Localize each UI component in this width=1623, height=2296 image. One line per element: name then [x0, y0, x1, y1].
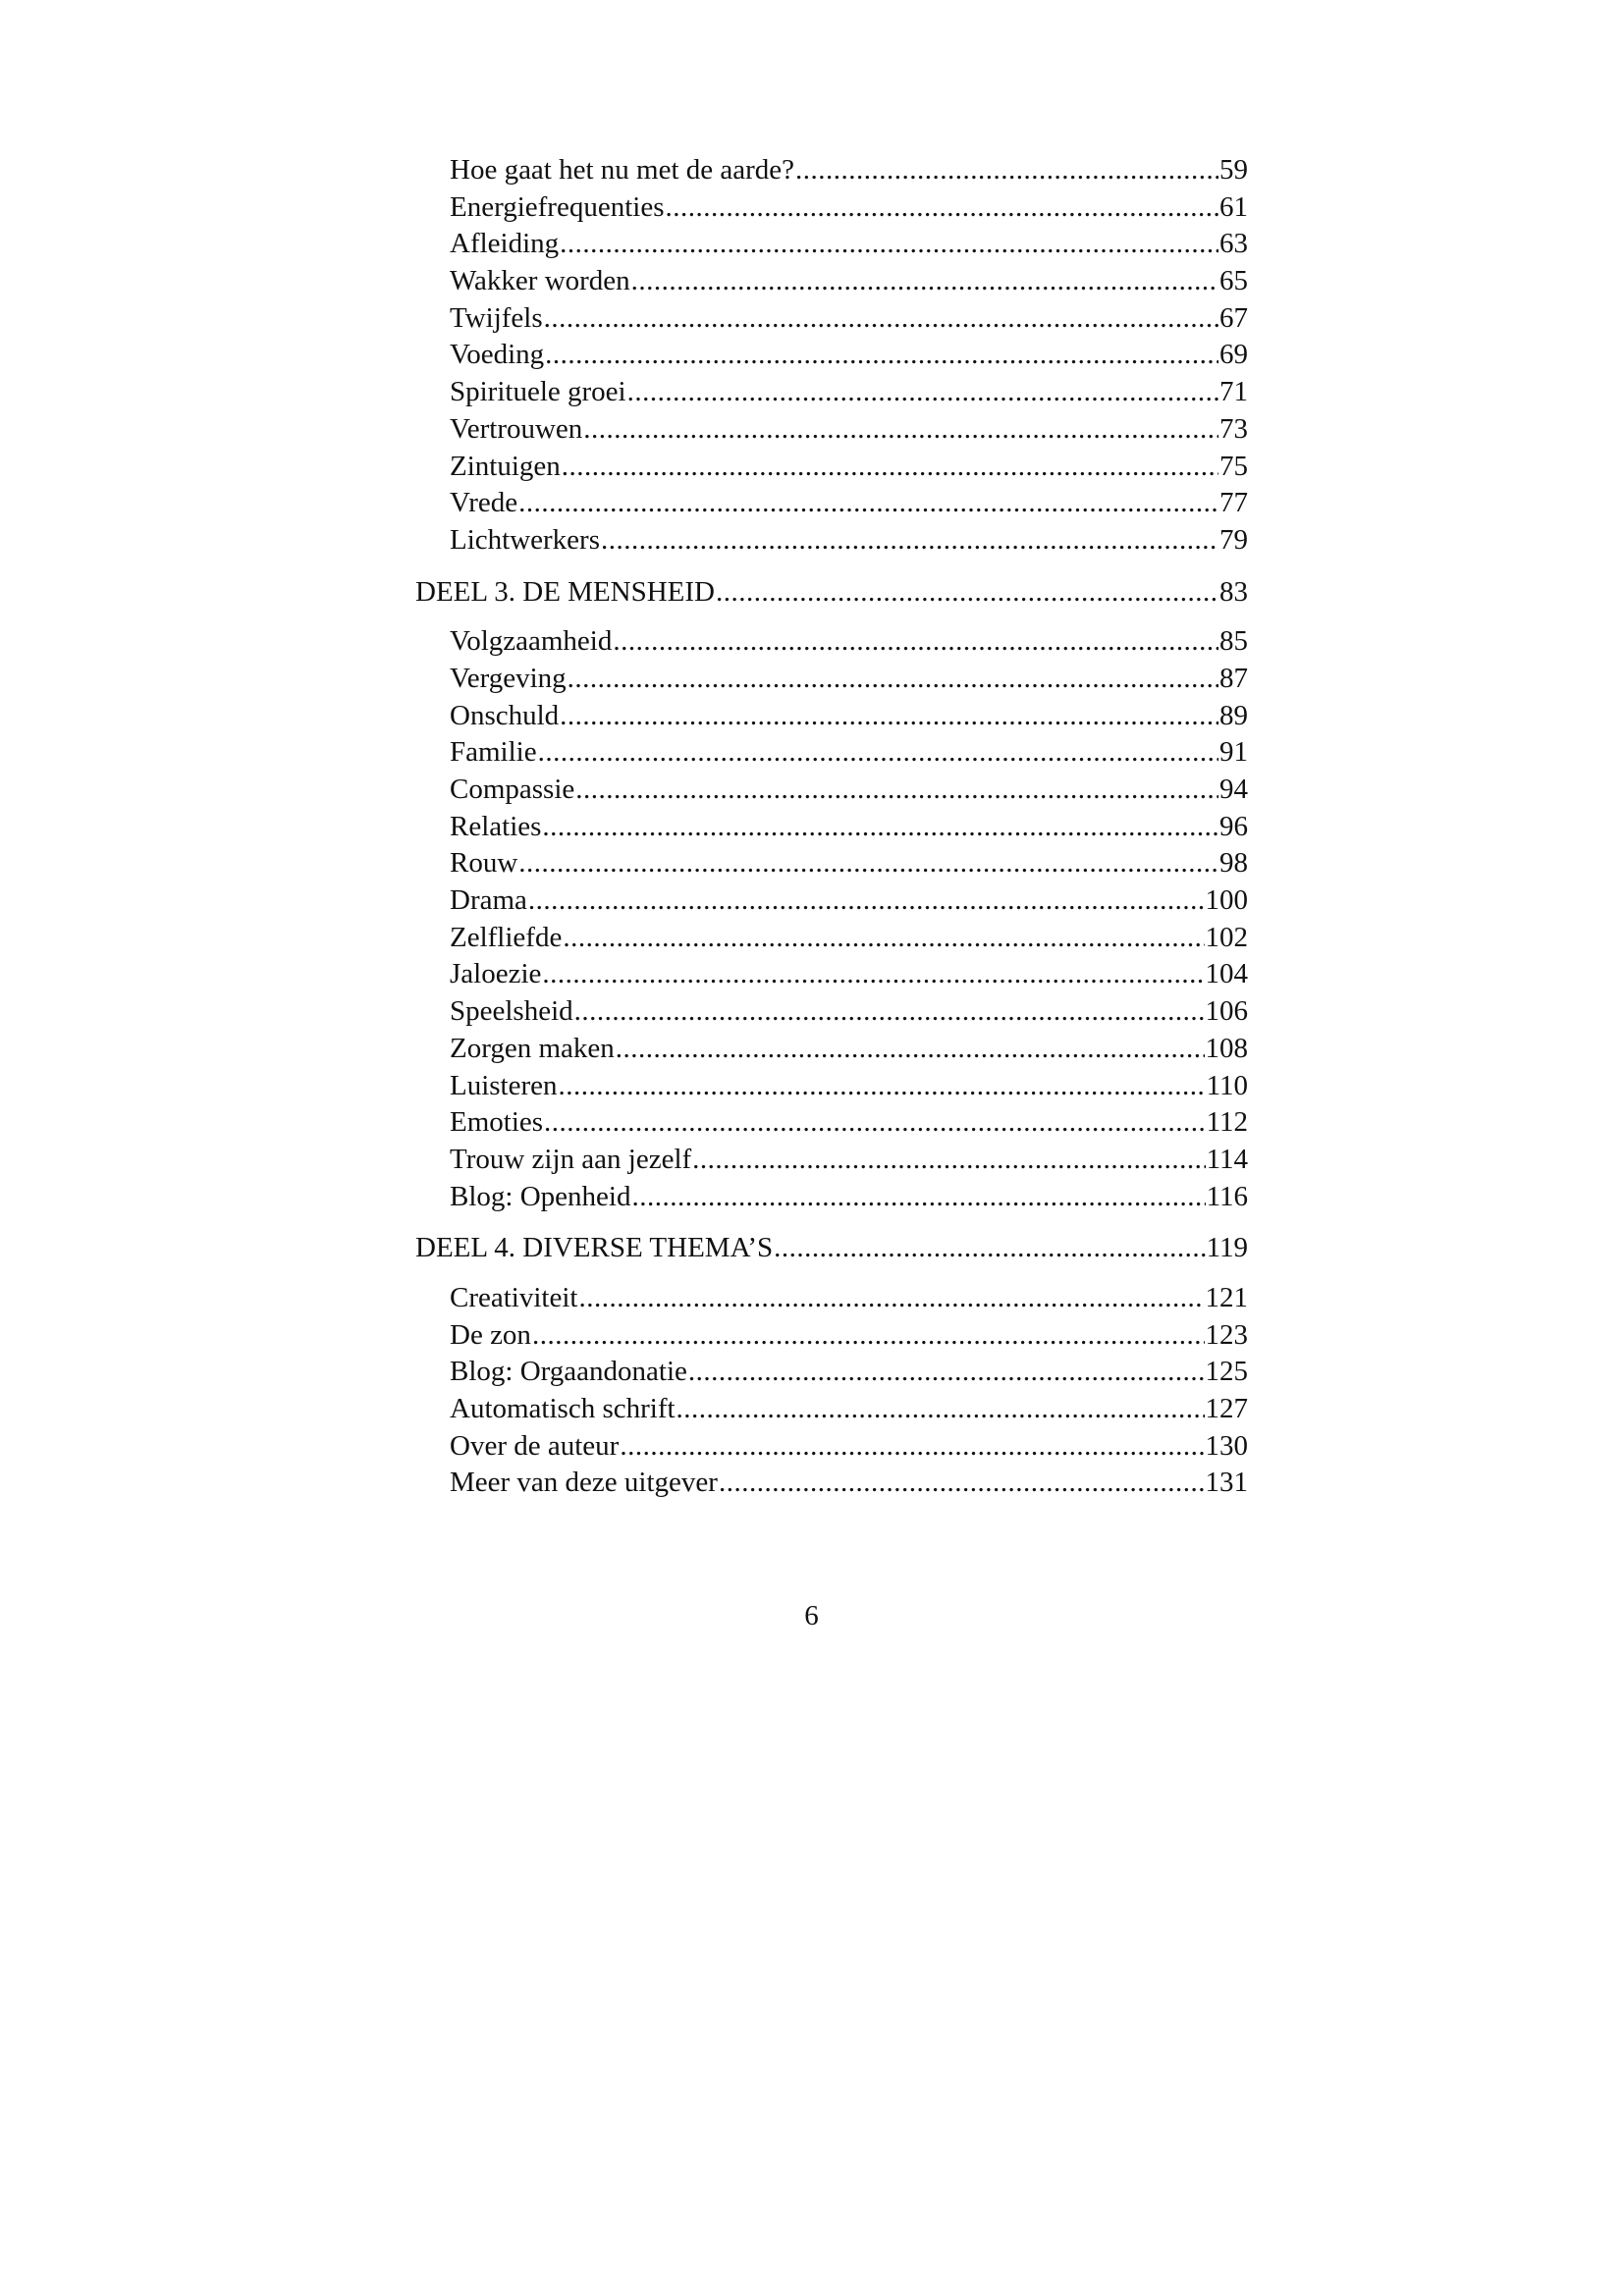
toc-entry-title: Rouw	[450, 847, 518, 880]
toc-entry-title: Onschuld	[450, 699, 560, 731]
toc-entry-page: 131	[1205, 1467, 1248, 1499]
toc-entry-page: 110	[1206, 1069, 1248, 1101]
toc-entry[interactable]	[415, 1354, 1248, 1391]
toc-entry-title: Zorgen maken	[450, 1032, 615, 1064]
toc-entry-title: Vrede	[450, 487, 518, 519]
toc-leader-dots	[688, 1354, 1205, 1391]
toc-entry-title: Meer van deze uitgever	[450, 1467, 718, 1499]
toc-entry-page: 98	[1219, 847, 1248, 880]
toc-leader-dots	[518, 845, 1218, 882]
toc-entry[interactable]	[415, 993, 1248, 1031]
toc-entry[interactable]	[415, 956, 1248, 993]
toc-entry-title: Zelfliefde	[450, 921, 563, 953]
toc-entry[interactable]	[415, 449, 1248, 486]
toc-leader-dots	[560, 698, 1218, 735]
toc-entry-page: 75	[1219, 450, 1248, 482]
toc-entry-title: Zintuigen	[450, 450, 561, 482]
toc-entry-page: 130	[1205, 1429, 1248, 1462]
toc-entry-page: 87	[1219, 662, 1248, 694]
toc-part-page: 119	[1206, 1232, 1248, 1264]
toc-leader-dots	[692, 1142, 1205, 1179]
toc-leader-dots	[795, 152, 1218, 189]
toc-entry[interactable]	[415, 623, 1248, 661]
toc-entry-title: Jaloezie	[450, 958, 542, 990]
toc-entry-page: 123	[1205, 1318, 1248, 1351]
toc-leader-dots	[676, 1391, 1205, 1428]
toc-leader-dots	[631, 263, 1218, 300]
toc-part-heading[interactable]	[415, 574, 1248, 612]
toc-entry[interactable]	[415, 1142, 1248, 1179]
toc-entry-page: 69	[1219, 339, 1248, 371]
toc-entry-page: 63	[1219, 228, 1248, 260]
toc-entry[interactable]	[415, 226, 1248, 263]
toc-entry-page: 96	[1219, 810, 1248, 842]
toc-leader-dots	[665, 189, 1218, 227]
toc-entry-page: 94	[1219, 774, 1248, 805]
toc-group-1	[415, 152, 1248, 560]
toc-entry-page: 127	[1205, 1393, 1248, 1424]
toc-entry[interactable]	[415, 1104, 1248, 1142]
toc-leader-dots	[631, 1179, 1205, 1216]
toc-leader-dots	[575, 772, 1218, 809]
toc-entry-title: Lichtwerkers	[450, 523, 600, 556]
toc-entry-title: Wakker worden	[450, 265, 630, 297]
toc-entry[interactable]	[415, 189, 1248, 227]
toc-entry-title: Trouw zijn aan jezelf	[450, 1143, 692, 1175]
toc-leader-dots	[616, 1031, 1205, 1068]
toc-entry[interactable]	[415, 734, 1248, 772]
toc-entry[interactable]	[415, 300, 1248, 338]
toc-group-3	[415, 1280, 1248, 1502]
toc-leader-dots	[542, 956, 1204, 993]
toc-entry-page: 73	[1219, 412, 1248, 445]
toc-entry-title: Voeding	[450, 339, 545, 371]
toc-entry[interactable]	[415, 1317, 1248, 1355]
toc-entry-title: Creativiteit	[450, 1281, 578, 1313]
toc-leader-dots	[560, 226, 1218, 263]
toc-entry-page: 67	[1219, 301, 1248, 334]
toc-entry-page: 102	[1205, 921, 1248, 953]
toc-entry[interactable]	[415, 263, 1248, 300]
toc-leader-dots	[538, 734, 1218, 772]
toc-entry-title: De zon	[450, 1318, 531, 1351]
toc-leader-dots	[719, 1465, 1205, 1502]
toc-leader-dots	[583, 411, 1218, 449]
toc-leader-dots	[559, 1068, 1206, 1105]
toc-entry-page: 61	[1219, 190, 1248, 223]
toc-entry-page: 114	[1206, 1143, 1248, 1175]
toc-entry[interactable]	[415, 772, 1248, 809]
toc-entry-page: 100	[1205, 884, 1248, 917]
toc-entry-page: 85	[1219, 625, 1248, 658]
toc-entry[interactable]	[415, 661, 1248, 698]
toc-entry-title: Speelsheid	[450, 995, 573, 1028]
toc-entry-page: 71	[1219, 376, 1248, 408]
toc-entry-title: Drama	[450, 884, 527, 917]
table-of-contents	[415, 152, 1248, 1502]
toc-entry[interactable]	[415, 152, 1248, 189]
toc-leader-dots	[574, 993, 1205, 1031]
toc-entry[interactable]	[415, 1465, 1248, 1502]
toc-entry-title: Energiefrequenties	[450, 190, 665, 223]
toc-part-heading[interactable]	[415, 1230, 1248, 1267]
toc-entry[interactable]	[415, 920, 1248, 957]
toc-entry-page: 108	[1205, 1032, 1248, 1064]
toc-entry-page: 121	[1205, 1281, 1248, 1313]
toc-leader-dots	[578, 1280, 1204, 1317]
toc-entry-title: Vergeving	[450, 662, 567, 694]
toc-entry[interactable]	[415, 1391, 1248, 1428]
toc-entry-title: Emoties	[450, 1106, 544, 1139]
toc-leader-dots	[518, 485, 1218, 522]
toc-entry[interactable]	[415, 882, 1248, 920]
toc-entry-page: 91	[1219, 736, 1248, 769]
toc-part-page: 83	[1219, 575, 1248, 608]
toc-leader-dots	[627, 374, 1218, 411]
toc-leader-dots	[528, 882, 1205, 920]
toc-entry[interactable]	[415, 1280, 1248, 1317]
toc-entry[interactable]	[415, 1068, 1248, 1105]
toc-entry-title: Afleiding	[450, 228, 560, 260]
toc-entry[interactable]	[415, 1179, 1248, 1216]
toc-entry-page: 125	[1205, 1356, 1248, 1388]
toc-entry[interactable]	[415, 485, 1248, 522]
toc-entry-page: 77	[1219, 487, 1248, 519]
toc-entry-page: 104	[1205, 958, 1248, 990]
toc-leader-dots	[545, 337, 1218, 374]
toc-entry-title: Twijfels	[450, 301, 543, 334]
toc-entry-page: 65	[1219, 265, 1248, 297]
toc-leader-dots	[544, 300, 1218, 338]
toc-entry-title: Relaties	[450, 810, 542, 842]
toc-entry-title: Automatisch schrift	[450, 1393, 676, 1424]
toc-entry-title: Vertrouwen	[450, 412, 583, 445]
toc-part-title: DEEL 3. DE MENSHEID	[415, 575, 715, 608]
toc-entry-title: Compassie	[450, 774, 575, 805]
toc-entry-page: 106	[1205, 995, 1248, 1028]
toc-entry[interactable]	[415, 809, 1248, 846]
toc-entry-page: 112	[1206, 1106, 1248, 1139]
toc-entry-page: 59	[1219, 154, 1248, 186]
toc-entry-title: Hoe gaat het nu met de aarde?	[450, 154, 795, 186]
toc-entry-page: 89	[1219, 699, 1248, 731]
toc-group-2	[415, 623, 1248, 1215]
toc-entry-title: Over de auteur	[450, 1429, 620, 1462]
page-number: 6	[804, 1600, 819, 1631]
toc-leader-dots	[620, 1428, 1204, 1466]
toc-entry[interactable]	[415, 411, 1248, 449]
toc-leader-dots	[774, 1230, 1205, 1267]
toc-leader-dots	[542, 809, 1218, 846]
toc-leader-dots	[562, 449, 1218, 486]
toc-entry[interactable]	[415, 1428, 1248, 1466]
toc-entry[interactable]	[415, 1031, 1248, 1068]
toc-leader-dots	[613, 623, 1218, 661]
toc-entry[interactable]	[415, 845, 1248, 882]
toc-entry-title: Familie	[450, 736, 537, 769]
toc-leader-dots	[568, 661, 1218, 698]
toc-entry[interactable]	[415, 374, 1248, 411]
toc-entry[interactable]	[415, 522, 1248, 560]
toc-entry-title: Luisteren	[450, 1069, 558, 1101]
toc-part-title: DEEL 4. DIVERSE THEMA’S	[415, 1232, 774, 1264]
toc-leader-dots	[532, 1317, 1205, 1355]
toc-entry[interactable]	[415, 698, 1248, 735]
toc-entry-title: Blog: Orgaandonatie	[450, 1356, 687, 1388]
toc-leader-dots	[716, 574, 1218, 612]
toc-entry-page: 79	[1219, 523, 1248, 556]
toc-entry[interactable]	[415, 337, 1248, 374]
toc-entry-title: Spirituele groei	[450, 376, 626, 408]
toc-leader-dots	[563, 920, 1204, 957]
toc-leader-dots	[544, 1104, 1206, 1142]
toc-entry-page: 116	[1206, 1180, 1248, 1212]
toc-leader-dots	[601, 522, 1218, 560]
toc-entry-title: Volgzaamheid	[450, 625, 613, 658]
toc-entry-title: Blog: Openheid	[450, 1180, 631, 1212]
